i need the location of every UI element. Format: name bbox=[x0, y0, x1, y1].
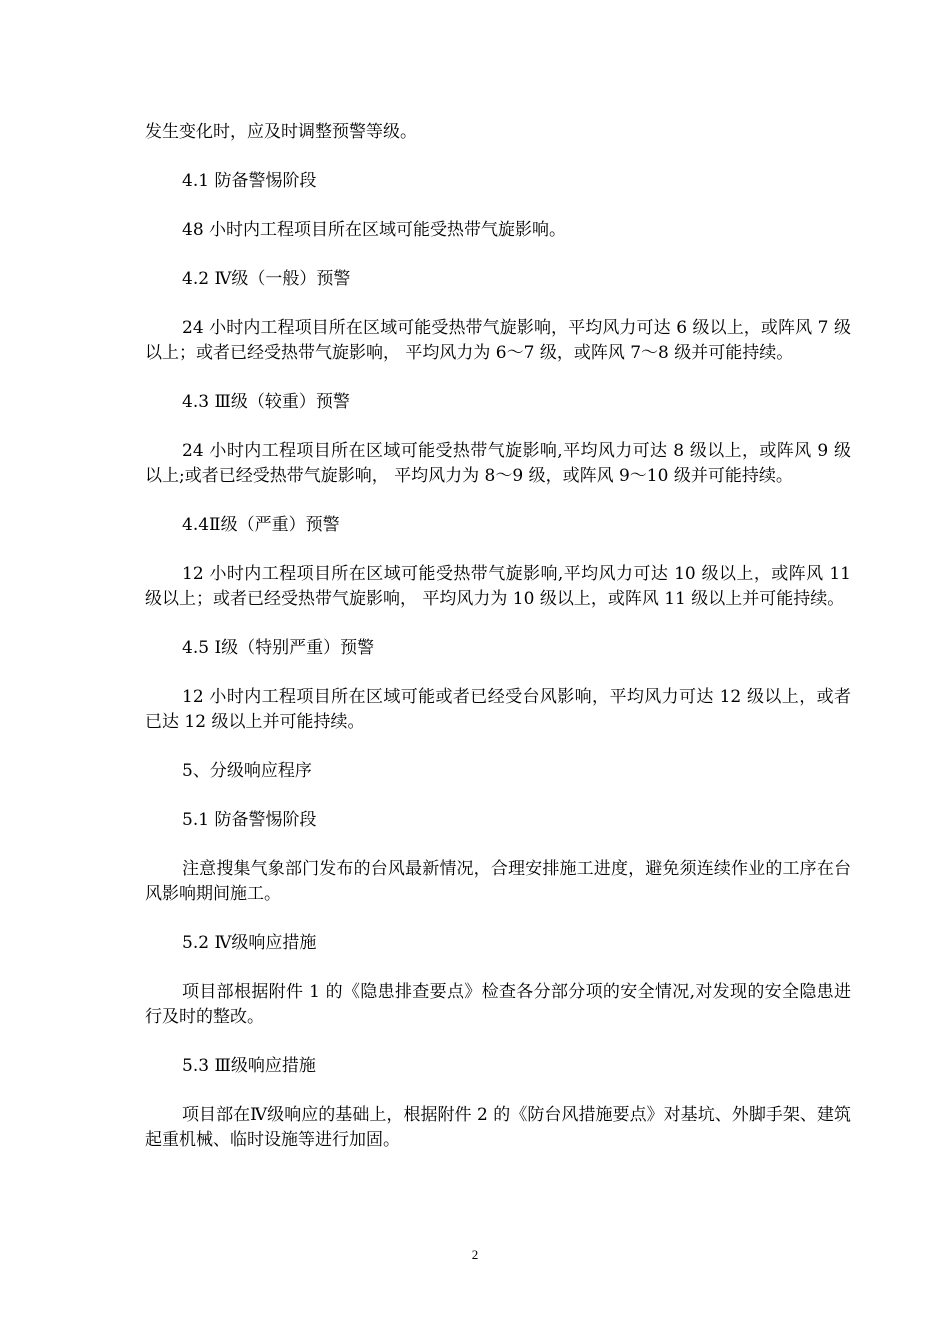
paragraph: 12 小时内工程项目所在区域可能受热带气旋影响,平均风力可达 10 级以上，或阵风 11 级以上；或者已经受热带气旋影响， 平均风力为 10 级以上，或阵风 11 级以上并可能持续。 bbox=[145, 564, 851, 609]
section-heading: 5、分级响应程序 bbox=[182, 761, 312, 781]
paragraph: 24 小时内工程项目所在区域可能受热带气旋影响,平均风力可达 8 级以上，或阵风 9 级以上;或者已经受热带气旋影响， 平均风力为 8～9 级，或阵风 9～10 级并可能持续。 bbox=[145, 441, 851, 486]
page-number: 2 bbox=[471, 1247, 479, 1262]
paragraph: 12 小时内工程项目所在区域可能或者已经受台风影响，平均风力可达 12 级以上，或者已达 12 级以上并可能持续。 bbox=[145, 687, 851, 732]
section-heading: 4.3 Ⅲ级（较重）预警 bbox=[182, 392, 350, 412]
section-heading: 4.5 Ⅰ级（特别严重）预警 bbox=[182, 638, 375, 658]
section-heading: 4.4Ⅱ级（严重）预警 bbox=[182, 515, 340, 535]
paragraph: 注意搜集气象部门发布的台风最新情况，合理安排施工进度，避免须连续作业的工序在台风影响期间施工。 bbox=[145, 859, 851, 904]
section-heading: 5.2 Ⅳ级响应措施 bbox=[182, 933, 317, 953]
section-heading: 4.1 防备警惕阶段 bbox=[182, 171, 317, 191]
paragraph: 项目部在Ⅳ级响应的基础上，根据附件 2 的《防台风措施要点》对基坑、外脚手架、建筑起重机械、临时设施等进行加固。 bbox=[145, 1105, 851, 1150]
paragraph: 发生变化时，应及时调整预警等级。 bbox=[145, 122, 417, 142]
paragraph: 24 小时内工程项目所在区域可能受热带气旋影响，平均风力可达 6 级以上，或阵风 7 级以上；或者已经受热带气旋影响， 平均风力为 6～7 级，或阵风 7～8 级并可能持续。 bbox=[145, 318, 851, 363]
section-heading: 4.2 Ⅳ级（一般）预警 bbox=[182, 269, 351, 289]
document-body bbox=[145, 120, 851, 1177]
section-heading: 5.3 Ⅲ级响应措施 bbox=[182, 1056, 316, 1076]
section-heading: 5.1 防备警惕阶段 bbox=[182, 810, 317, 830]
paragraph: 项目部根据附件 1 的《隐患排查要点》检查各分部分项的安全情况,对发现的安全隐患进行及时的整改。 bbox=[145, 982, 851, 1027]
paragraph: 48 小时内工程项目所在区域可能受热带气旋影响。 bbox=[182, 220, 567, 240]
